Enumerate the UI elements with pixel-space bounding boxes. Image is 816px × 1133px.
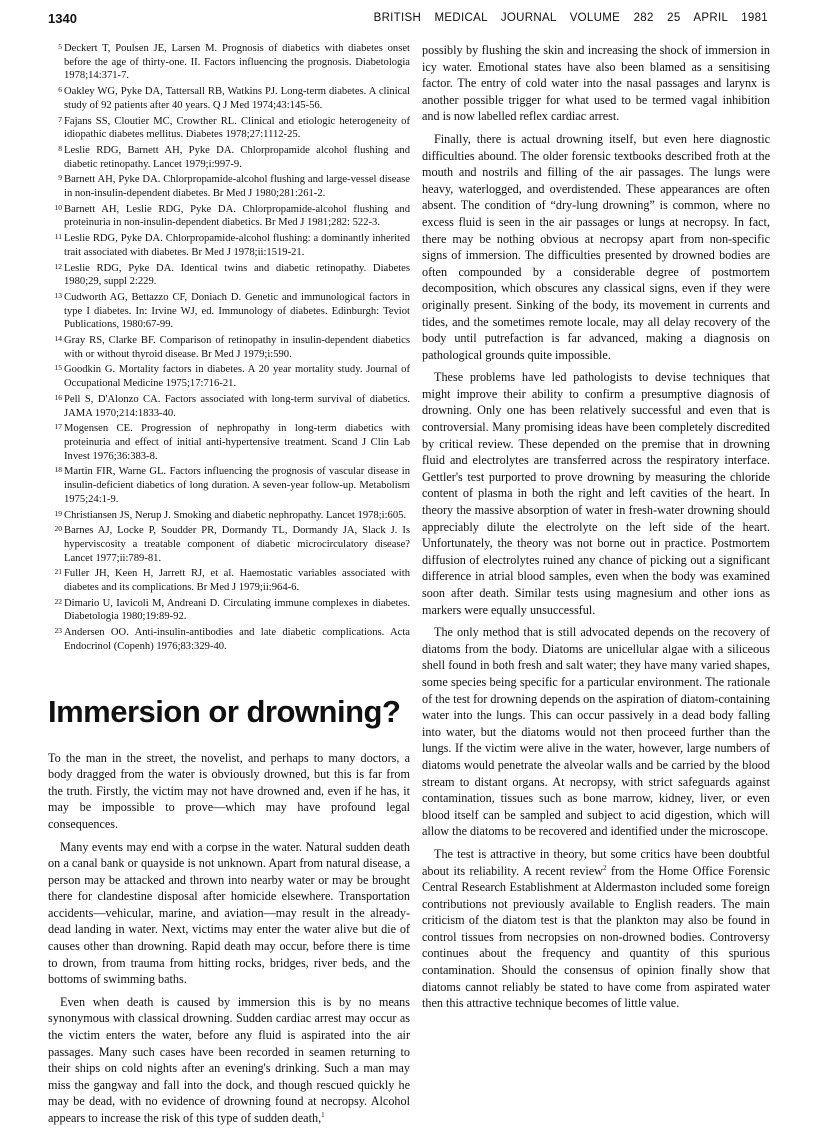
reference-text: Cudworth AG, Bettazzo CF, Doniach D. Genetic and immunological factors in type I diabetes. In: Irvine WJ, ed. Immunology of diabetes. Edinburgh: Teviot Publications, 1980:67-99. <box>64 291 410 331</box>
journal-running-title <box>374 12 768 24</box>
reference-number: 11 <box>54 232 62 242</box>
reference-text: Fuller JH, Keen H, Jarrett RJ, et al. Haemostatic variables associated with diabetes and its complications. Br Med J 1979;ii:964-6. <box>64 568 410 594</box>
citation-marker: 2 <box>602 863 607 872</box>
reference-text: Dimario U, Iavicoli M, Andreani D. Circulating immune complexes in diabetes. Diabetologia 1980;19:89-92. <box>64 597 410 623</box>
paragraph-text: Even when death is caused by immersion this is by no means synonymous with classical drowning. Sudden cardiac arrest may occur as the victim enters the water, before any fluid is aspirated into the air passages. Many such cases have been recorded in seamen returning to their ships on cold nights after an evening's drinking. Such a man may miss the gangway and fall into the dock, and though rescued quickly he may be dead, with no evidence of drowning found at necropsy. Alcohol appears to increase the risk of this type of sudden death, <box>48 994 410 1125</box>
paragraph-text: The test is attractive in theory, but some critics have been doubtful about its reliability. A recent review <box>422 846 770 878</box>
reference-item <box>54 567 410 594</box>
reference-number: 16 <box>54 392 62 402</box>
left-column <box>48 42 410 1133</box>
right-column <box>422 42 770 1018</box>
body-paragraph: To the man in the street, the novelist, and perhaps to many doctors, a body dragged from the water is obviously drowned, but this is far from the truth. Firstly, the victim may not have drowned and, even if he has, it may be impossible to prove—which may have profound legal consequences. <box>48 750 410 831</box>
reference-text: Leslie RDG, Pyke DA. Chlorpropamide-alcohol flushing: a dominantly inherited trait associated with diabetes. Br Med J 1978;ii:1519-21. <box>64 233 410 258</box>
reference-text: Martin FIR, Warne GL. Factors influencing the prognosis of vascular disease in insulin-deficient diabetics of long duration. A seven-year follow-up. Metabolism 1975;24:1-9. <box>64 466 410 505</box>
citation-marker: 1 <box>321 1110 325 1119</box>
article-title: Immersion or drowning? <box>48 693 401 729</box>
reference-number: 9 <box>58 173 62 183</box>
reference-text: Mogensen CE. Progression of nephropathy in long-term diabetics with proteinuria and effect of initial anti-hypertensive treatment. Scand J Clin Lab Invest 1976;36:383-8. <box>64 423 410 462</box>
reference-item <box>54 363 410 390</box>
reference-number: 13 <box>54 290 62 300</box>
reference-item <box>54 261 410 289</box>
reference-text: Leslie RDG, Barnett AH, Pyke DA. Chlorpropamide alcohol flushing and diabetic retinopathy. Lancet 1979;i:997-9. <box>64 144 410 170</box>
reference-item <box>54 422 410 463</box>
reference-item <box>58 143 410 171</box>
issue-date: 25 APRIL 1981 <box>667 12 768 24</box>
body-paragraph: Finally, there is actual drowning itself, but even here diagnostic difficulties abound. The older forensic textbooks described froth at the mouth and nostrils and filling of the air passages. The lungs were heavy, waterlogged, and overdistended. These appearances are often absent. The condition of “dry-lung drowning” is common, where no excess fluid is seen in the air passages or lungs at necropsy. In fact, there may be nothing obvious at necropsy apart from non-specific signs of immersion. The difficulties presented by drowned bodies are often compounded by a considerable degree of postmortem decomposition, which obscures any classical signs, even if they were originally present. Sinking of the body, its movement in currents and tides, and the sometimes remote locale, may all delay recovery of the body until putrefaction is far advanced, making a diagnosis on pathological grounds quite impossible. <box>422 131 770 362</box>
reference-item <box>58 42 410 83</box>
volume: VOLUME 282 <box>569 12 654 24</box>
reference-item <box>54 508 410 523</box>
reference-text: Christiansen JS, Nerup J. Smoking and diabetic nephropathy. Lancet 1978;i:605. <box>64 509 407 521</box>
reference-number: 17 <box>54 422 62 432</box>
reference-text: Deckert T, Poulsen JE, Larsen M. Prognosis of diabetics with diabetes onset before the age of thirty-one. II. Factors influencing the prognosis. Diabetologia 1978;14:371-7. <box>64 43 410 82</box>
reference-text: Barnes AJ, Locke P, Soudder PR, Dormandy TL, Dormandy JA, Slack J. Is hyperviscosity a treatable component of diabetic microcirculatory disease? Lancet 1977;ii:789-81. <box>64 525 410 564</box>
body-paragraph <box>422 846 770 1012</box>
reference-text: Barnett AH, Leslie RDG, Pyke DA. Chlorpropamide-alcohol flushing and proteinuria in non-insulin-dependent diabetics. Br Med J 1981;282: 522-3. <box>64 203 410 229</box>
body-paragraph <box>48 994 410 1127</box>
body-paragraph: possibly by flushing the skin and increasing the shock of immersion in icy water. Emotional states have also been blamed as a sensitising factor. The entry of cold water into the nasal passages and larynx is another possible trigger for what used to be termed vagal inhibition and is now labelled reflex cardiac arrest. <box>422 43 770 124</box>
reference-number: 14 <box>54 334 62 344</box>
reference-text: Gray RS, Clarke BF. Comparison of retinopathy in insulin-dependent diabetics with or without thyroid disease. Br Med J 1979;i:590. <box>64 335 410 360</box>
reference-item <box>58 85 410 112</box>
reference-text: Goodkin G. Mortality factors in diabetes. A 20 year mortality study. Journal of Occupational Medicine 1975;17:716-21. <box>64 364 410 390</box>
reference-item <box>54 626 410 653</box>
reference-text: Andersen OO. Anti-insulin-antibodies and late diabetic complications. Acta Endocrinol (Copenh) 1976;83:329-40. <box>64 627 410 652</box>
reference-text: Barnett AH, Pyke DA. Chlorpropamide-alcohol flushing and large-vessel disease in non-insulin-dependent diabetes. Br Med J 1980;281:261-2. <box>64 174 410 200</box>
reference-number: 8 <box>58 143 62 153</box>
reference-text: Oakley WG, Pyke DA, Tattersall RB, Watkins PJ. Long-term diabetes. A clinical study of 92 patients after 40 years. Q J Med 1974;43:145-56. <box>64 86 410 111</box>
reference-number: 7 <box>58 114 62 124</box>
reference-text: Pell S, D'Alonzo CA. Factors associated with long-term survival of diabetics. JAMA 1970;214:1833-40. <box>64 393 410 419</box>
reference-item <box>54 524 410 565</box>
body-paragraph: These problems have led pathologists to devise techniques that might improve their ability to confirm a presumptive diagnosis of drowning. Only one has been relatively successful and even that is controversial. Many promising ideas have been completely discredited by critical review. These depended on the premise that in drowning fluid and electrolytes are transferred across the respiratory interface. Gettler's test purported to prove drowning by measuring the chloride content of plasma in both the right and left cavities of the heart. In theory the massive absorption of water in fresh-water drowning should appreciably dilute the electrolyte on the left side of the heart. Unfortunately, the theory was not borne out in practice. Postmortem diffusion of electrolytes ruined any chance of picking out a significant difference in atrial blood samples, even when the body was examined soon after death. Similar tests using magnesium and other ions as markers were equally unsuccessful. <box>422 370 770 617</box>
reference-number: 18 <box>54 465 62 475</box>
reference-text: Fajans SS, Cloutier MC, Crowther RL. Clinical and etiologic heterogeneity of idiopathic diabetes mellitus. Diabetes 1978;27:1112-25. <box>64 115 410 141</box>
reference-number: 15 <box>54 363 62 373</box>
reference-number: 5 <box>58 42 62 51</box>
reference-item <box>58 114 410 142</box>
running-header <box>48 11 768 31</box>
reference-list <box>54 42 410 654</box>
reference-item <box>54 392 410 420</box>
reference-number: 19 <box>54 508 62 518</box>
reference-number: 21 <box>54 567 62 577</box>
reference-number: 10 <box>54 202 62 212</box>
journal-name: BRITISH MEDICAL JOURNAL <box>373 12 557 24</box>
reference-number: 20 <box>54 524 62 534</box>
paragraph-text: from the Home Office Forensic Central Research Establishment at Aldermaston included some foreign contributions not previously available to English readers. The main criticism of the diatom test is that the plankton may also be found in control tissues from necropsies on non-drowned bodies. Controversy continues about the frequency and quantity of this spurious contamination. Should the consensus of opinion finally show that diatoms cannot reliably be stated to have come from aspirated water then this attractive technique becomes of little value. <box>422 863 770 1011</box>
reference-item <box>58 173 410 200</box>
reference-number: 12 <box>54 261 62 271</box>
body-paragraph: Many events may end with a corpse in the water. Natural sudden death on a canal bank or quayside is not unknown. Apart from natural disease, a person may be attacked and thrown into nearby water or may be brought there for clandestine disposal after homicide elsewhere. Transportation accidents—vehicular, marine, and aviation—may result in the already-dead landing in water. Next, victims may enter the water alive but die of causes other than drowning. Rapid death may occur, before there is time to drown, from trauma from hitting rocks, bridges, river beds, and the bottoms of swimming baths. <box>48 839 410 987</box>
reference-item <box>54 290 410 332</box>
reference-item <box>54 334 410 361</box>
reference-item <box>54 202 410 230</box>
page-number: 1340 <box>48 11 77 26</box>
reference-number: 6 <box>58 85 62 95</box>
reference-item <box>54 465 410 506</box>
reference-item <box>54 232 410 259</box>
reference-number: 23 <box>54 626 62 636</box>
reference-text: Leslie RDG, Pyke DA. Identical twins and diabetic retinopathy. Diabetes 1980;29, suppl 2:229. <box>64 262 410 288</box>
body-paragraph: The only method that is still advocated depends on the recovery of diatoms from the body. Diatoms are unicellular algae with a siliceous shell found in both fresh and salt water; they have many varied shapes, some species being specific for a particular environment. The rationale of the test for drowning depends on the aspiration of diatom-containing water into the lungs. This can occur passively in a dead body falling into water, but the diatoms would not then proceed further than the lungs. If the victim were alive in the water, however, large numbers of diatoms would penetrate the alveolar walls and be carried by the blood stream to distant organs. At necropsy, with strict safeguards against contamination, tissues such as bone marrow, kidney, liver, or even blood itself can be sampled and subject to acid digestion, which will allow the diatoms to be recovered and identified under the microscope. <box>422 625 770 839</box>
reference-item <box>54 596 410 624</box>
reference-number: 22 <box>54 596 62 606</box>
